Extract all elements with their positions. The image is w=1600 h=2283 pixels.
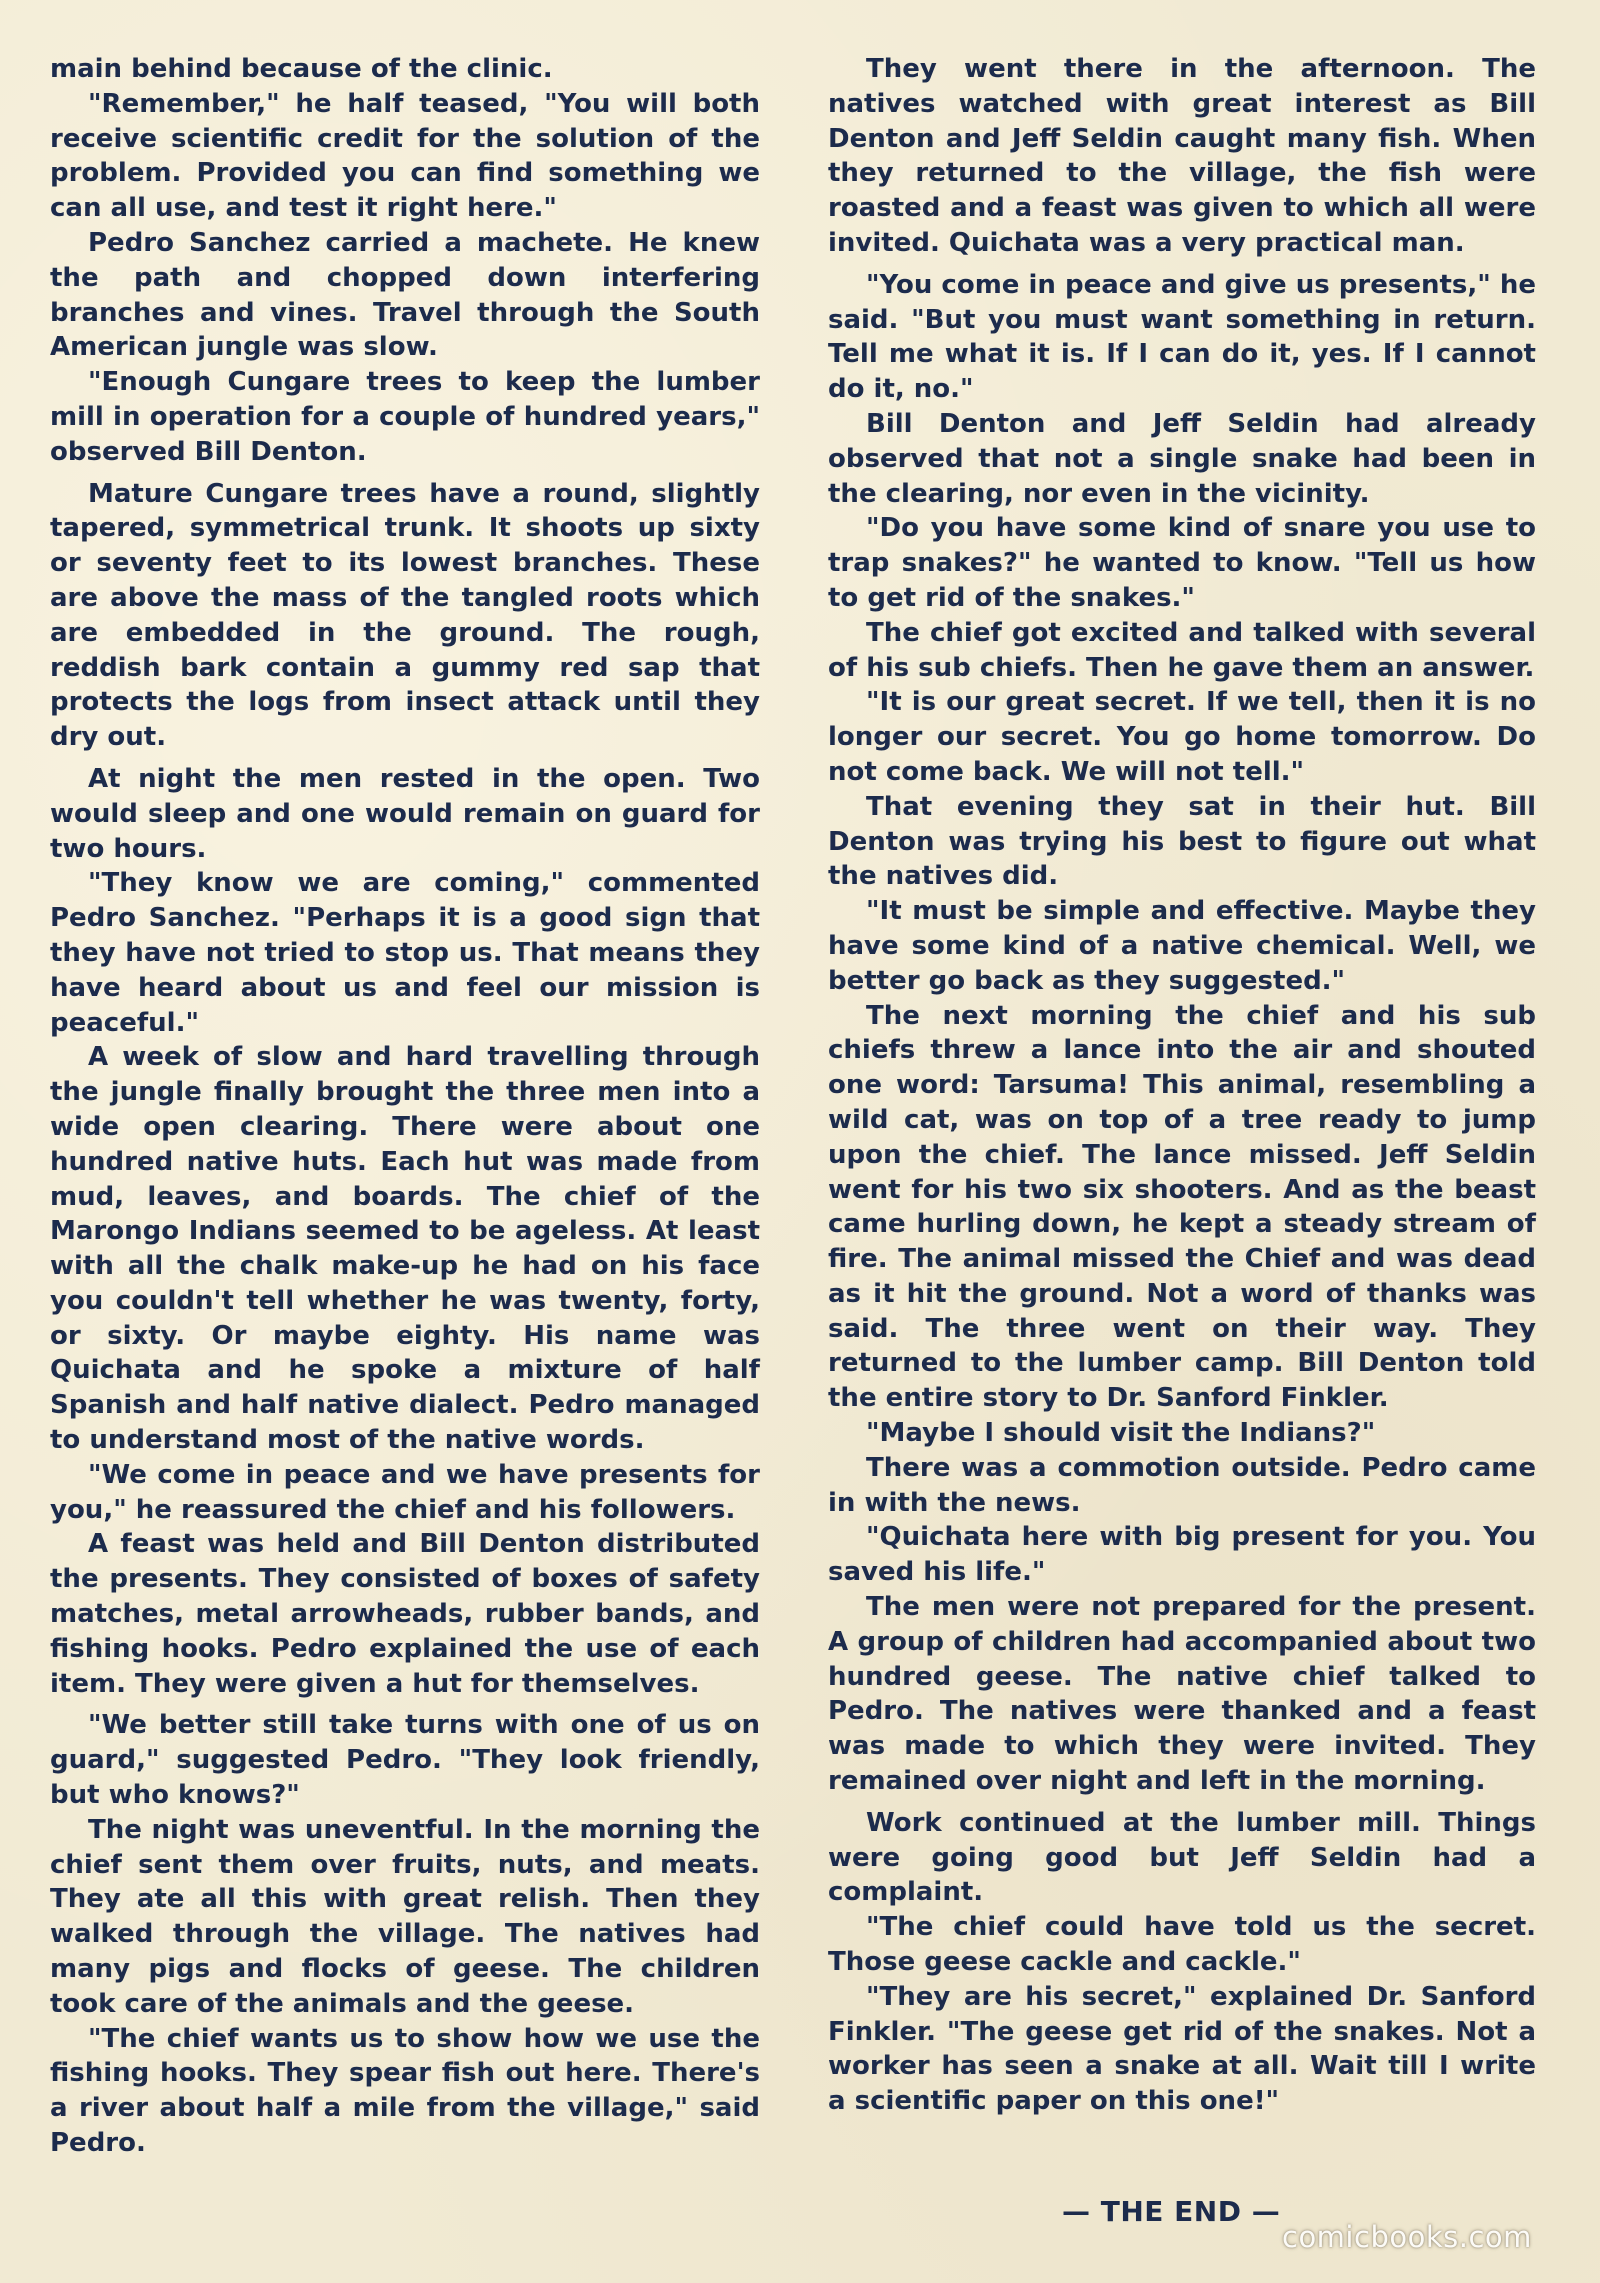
paragraph: They went there in the afternoon. The natives watched with great interest as Bill Denton and Jeff Seldin caught many fish. When they returned to the village, the fish were roasted and a feast was given to which all were invited. Quichata was a very practical man. [828, 54, 1536, 258]
paragraph: "We come in peace and we have presents for you," he reassured the chief and his followers. [50, 1459, 760, 1525]
paragraph: A week of slow and hard travelling through the jungle finally brought the three men into a wide open clearing. There were about one hundred native huts. Each hut was made from mud, leaves, and boards. The chief of the Marongo Indians seemed to be ageless. At least with all the chalk make-up he had on his face you couldn't tell whether he was twenty, forty, or sixty. Or maybe eighty. His name was Quichata and he spoke a mixture of half Spanish and half native dialect. Pedro managed to understand most of the native words. [50, 1042, 760, 1456]
paragraph: "Quichata here with big present for you. You saved his life." [828, 1522, 1536, 1588]
paragraph: "It must be simple and effective. Maybe they have some kind of a native chemical. Well, we better go back as they suggested." [828, 896, 1536, 996]
paragraph: The next morning the chief and his sub chiefs threw a lance into the air and shouted one word: Tarsuma! This animal, resembling a wild cat, was on top of a tree ready to jump upon the chief. The lance missed. Jeff Seldin went for his two six shooters. And as the beast came hurling down, he kept a steady stream of fire. The animal missed the Chief and was dead as it hit the ground. Not a word of thanks was said. The three went on their way. They returned to the lumber camp. Bill Denton told the entire story to Dr. Sanford Finkler. [828, 1000, 1536, 1414]
paragraph: Pedro Sanchez carried a machete. He knew the path and chopped down interfering branches and vines. Travel through the South American jungle was slow. [50, 227, 760, 363]
site-watermark: comicbooks.com [1282, 2220, 1532, 2254]
paragraph: The chief got excited and talked with several of his sub chiefs. Then he gave them an answer. [828, 617, 1536, 683]
paragraph: "Maybe I should visit the Indians?" [866, 1418, 1376, 1449]
paragraph: "Enough Cungare trees to keep the lumber mill in operation for a couple of hundred years," observed Bill Denton. [50, 367, 760, 467]
paragraph: "They are his secret," explained Dr. Sanford Finkler. "The geese get rid of the snakes. Not a worker has seen a snake at all. Wait till I write a scientific paper on this one!" [828, 1981, 1536, 2117]
left-text-column [50, 52, 760, 2161]
paragraph: Bill Denton and Jeff Seldin had already observed that not a single snake had been in the clearing, nor even in the vicinity. [828, 408, 1536, 509]
paragraph: "The chief wants us to show how we use the fishing hooks. They spear fish out here. There's a river about half a mile from the village," said Pedro. [50, 2023, 760, 2159]
paragraph: That evening they sat in their hut. Bill Denton was trying his best to figure out what the natives did. [828, 791, 1536, 892]
paragraph: main behind because of the clinic. [50, 54, 553, 84]
paragraph: "Do you have some kind of snare you use to trap snakes?" he wanted to know. "Tell us how to get rid of the snakes." [828, 513, 1536, 613]
paragraph: "We better still take turns with one of us on guard," suggested Pedro. "They look friendly, but who knows?" [50, 1710, 760, 1811]
paragraph: "They know we are coming," commented Pedro Sanchez. "Perhaps it is a good sign that they have not tried to stop us. That means they have heard about us and feel our mission is peaceful." [50, 868, 760, 1038]
paragraph: "Remember," he half teased, "You will both receive scientific credit for the solution of the problem. Provided you can find something we can all use, and test it right here." [50, 88, 760, 224]
paragraph: "You come in peace and give us presents," he said. "But you must want something in return. Tell me what it is. If I can do it, yes. If I cannot do it, no." [828, 269, 1536, 405]
paragraph: "It is our great secret. If we tell, then it is no longer our secret. You go home tomorrow. Do not come back. We will not tell." [828, 687, 1536, 787]
paragraph: At night the men rested in the open. Two would sleep and one would remain on guard for two hours. [50, 763, 760, 864]
paragraph: A feast was held and Bill Denton distributed the presents. They consisted of boxes of safety matches, metal arrowheads, rubber bands, and fishing hooks. Pedro explained the use of each item. They were given a hut for themselves. [50, 1529, 760, 1699]
paragraph: "The chief could have told us the secret. Those geese cackle and cackle." [828, 1912, 1536, 1978]
paragraph: Mature Cungare trees have a round, slightly tapered, symmetrical trunk. It shoots up sixty or seventy feet to its lowest branches. These are above the mass of the tangled roots which are embedded in the ground. The rough, reddish bark contain a gummy red sap that protects the logs from insect attack until they dry out. [50, 478, 760, 753]
paragraph: Work continued at the lumber mill. Things were going good but Jeff Seldin had a complaint. [828, 1807, 1536, 1908]
paragraph: The night was uneventful. In the morning the chief sent them over fruits, nuts, and meats. They ate all this with great relish. Then they walked through the village. The natives had many pigs and flocks of geese. The children took care of the animals and the geese. [50, 1814, 760, 2019]
paragraph: The men were not prepared for the present. A group of children had accompanied about two hundred geese. The native chief talked to Pedro. The natives were thanked and a feast was made to which they were invited. They remained over night and left in the morning. [828, 1592, 1536, 1797]
the-end-label: — THE END — [1062, 2195, 1281, 2228]
right-text-column [828, 52, 1536, 2119]
paragraph: There was a commotion outside. Pedro came in with the news. [828, 1452, 1536, 1518]
